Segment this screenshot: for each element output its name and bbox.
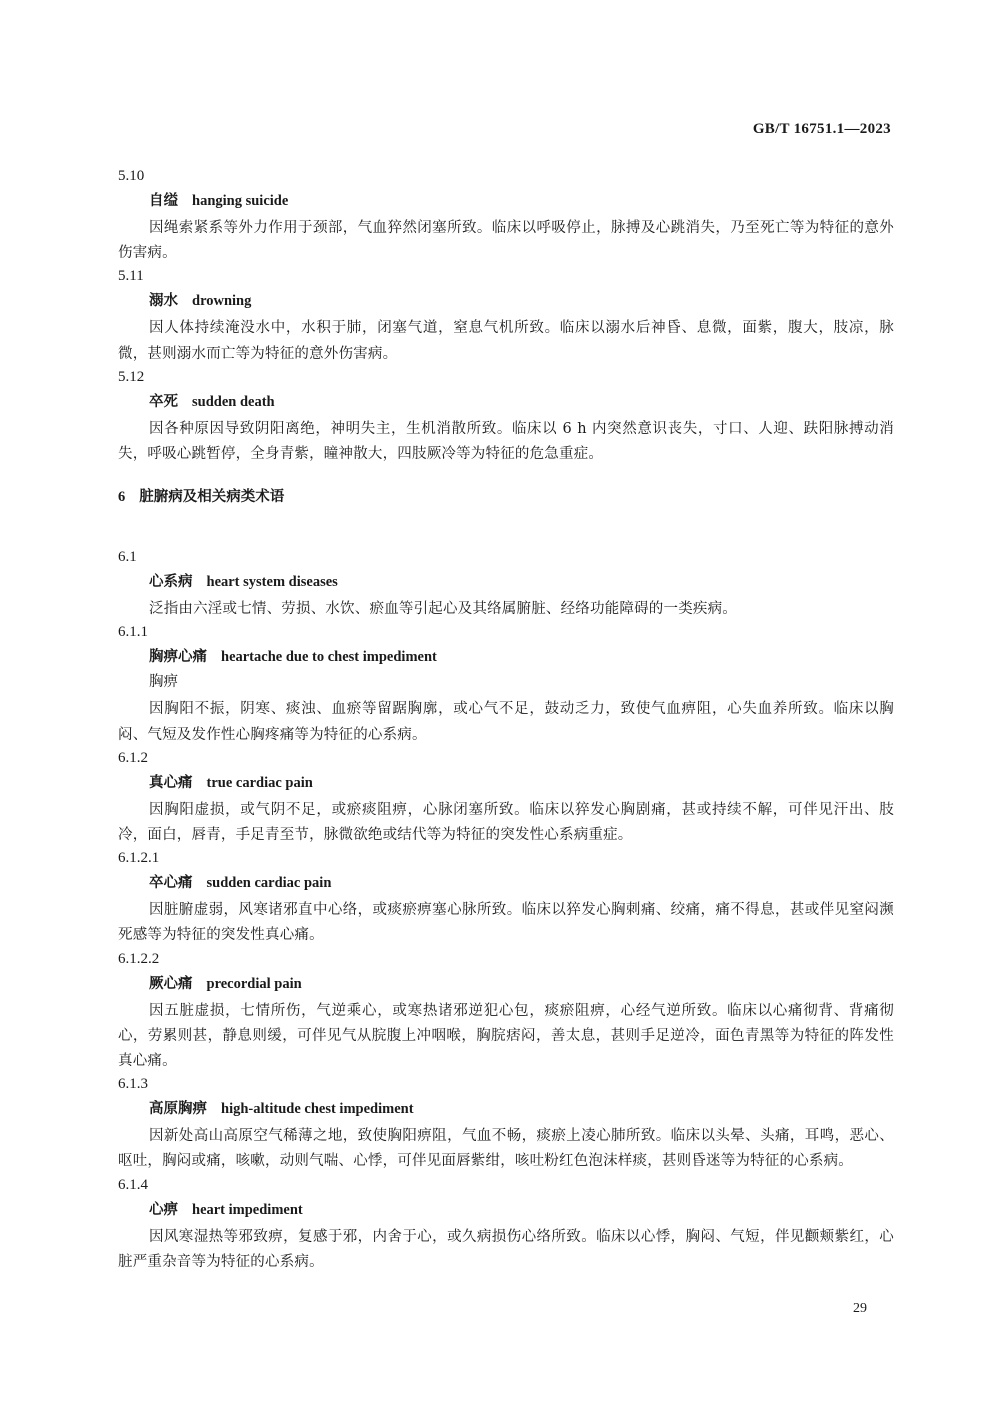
term-definition: 因五脏虚损，七情所伤，气逆乘心，或寒热诸邪逆犯心包，痰瘀阻痹，心经气逆所致。临床以心痛彻背、背痛彻心，劳累则甚，静息则缓，可伴见气从脘腹上冲咽喉，胸脘痞闷，善太息，甚则手足逆冷，面色青黑等为特征的阵发性真心痛。 (118, 1002, 894, 1070)
entry-number: 5.10 (118, 168, 145, 184)
term-definition: 因各种原因导致阴阳离绝，神明失主，生机消散所致。临床以 6 h 内突然意识丧失，寸口、人迎、趺阳脉搏动消失，呼吸心跳暂停，全身青紫，瞳神散大，四肢厥冷等为特征的危急重症。 (118, 420, 894, 463)
term-chinese: 心系病 (149, 573, 193, 591)
term-heading (118, 572, 894, 597)
entry-number: 6.1 (118, 549, 137, 566)
term-entry (118, 1175, 894, 1275)
entry-number: 5.11 (118, 268, 144, 285)
term-english: sudden death (192, 393, 275, 410)
term-entry (118, 748, 894, 848)
term-synonym: 胸痹 (149, 674, 178, 691)
section-number: 6 (118, 489, 126, 506)
term-definition: 因胸阳虚损，或气阴不足，或瘀痰阻痹，心脉闭塞所致。临床以猝发心胸剧痛，甚或持续不解，可伴见汗出、肢冷，面白，唇青，手足青至节，脉微欲绝或结代等为特征的突发性心系病重症。 (118, 801, 894, 844)
term-english: precordial pain (206, 975, 302, 992)
standard-number: GB/T 16751.1—2023 (752, 121, 891, 137)
term-english: true cardiac pain (206, 774, 313, 791)
term-entry (118, 622, 894, 747)
term-english: heart impediment (192, 1201, 303, 1218)
entries-group-5 (118, 166, 894, 467)
term-entry (118, 547, 894, 622)
term-english: hanging suicide (192, 193, 289, 209)
term-definition: 泛指由六淫或七情、劳损、水饮、瘀血等引起心及其络属腑脏、经络功能障碍的一类疾病。 (149, 601, 737, 618)
term-chinese: 胸痹心痛 (149, 648, 207, 666)
term-heading (118, 873, 894, 898)
term-heading (118, 773, 894, 798)
entry-number: 6.1.2.1 (118, 850, 160, 867)
entry-number: 6.1.2.2 (118, 950, 160, 967)
term-heading (118, 1099, 894, 1124)
term-english: high-altitude chest impediment (221, 1101, 414, 1118)
term-english: drowning (192, 293, 252, 310)
term-definition: 因绳索紧系等外力作用于颈部，气血猝然闭塞所致。临床以呼吸停止，脉搏及心跳消失，乃至死亡等为特征的意外伤害病。 (118, 220, 894, 262)
entry-number: 6.1.2 (118, 749, 148, 766)
term-definition: 因风寒湿热等邪致痹，复感于邪，内舍于心，或久病损伤心络所致。临床以心悸，胸闷、气短，伴见颧颊紫红，心脏严重杂音等为特征的心系病。 (118, 1228, 894, 1270)
term-heading (118, 974, 894, 999)
term-entry (118, 1074, 894, 1174)
term-chinese: 真心痛 (149, 773, 193, 791)
term-entry (118, 266, 894, 366)
entry-number: 6.1.3 (118, 1076, 148, 1093)
term-heading (118, 647, 894, 672)
term-english: heart system diseases (206, 574, 338, 591)
term-definition: 因胸阳不振，阴寒、痰浊、血瘀等留踞胸廓，或心气不足，鼓动乏力，致使气血痹阻，心失血养所致。临床以胸闷、气短及发作性心胸疼痛等为特征的心系病。 (118, 701, 894, 743)
term-heading (118, 392, 894, 417)
entry-number: 6.1.4 (118, 1176, 148, 1193)
term-entry (118, 949, 894, 1075)
term-heading (118, 291, 894, 316)
term-chinese: 卒心痛 (149, 874, 193, 892)
entry-number: 5.12 (118, 368, 145, 385)
term-chinese: 厥心痛 (149, 974, 193, 992)
entry-number: 6.1.1 (118, 624, 148, 641)
page-number: 29 (853, 1301, 867, 1316)
term-definition: 因新处高山高原空气稀薄之地，致使胸阳痹阻，气血不畅，痰瘀上凌心肺所致。临床以头晕、头痛，耳鸣，恶心、呕吐，胸闷或痛，咳嗽，动则气喘、心悸，可伴见面唇紫绀，咳吐粉红色泡沫样痰，甚则昏迷等为特征的心系病。 (118, 1128, 894, 1170)
page-content (118, 166, 894, 1275)
term-english: heartache due to chest impediment (221, 649, 437, 666)
term-chinese: 溺水 (149, 292, 178, 310)
term-entry (118, 367, 894, 467)
term-definition: 因人体持续淹没水中，水积于肺，闭塞气道，窒息气机所致。临床以溺水后神昏、息微，面紫，腹大，肢凉，脉微，甚则溺水而亡等为特征的意外伤害病。 (118, 320, 894, 362)
term-chinese: 自缢 (149, 192, 178, 209)
section-title: 脏腑病及相关病类术语 (139, 488, 285, 506)
term-chinese: 心痹 (149, 1200, 178, 1218)
term-chinese: 卒死 (149, 392, 178, 410)
term-chinese: 高原胸痹 (149, 1100, 207, 1118)
entries-group-6 (118, 547, 894, 1275)
term-heading (118, 1200, 894, 1225)
section-heading (118, 487, 894, 507)
term-entry (118, 166, 894, 266)
term-heading (118, 191, 894, 216)
term-english: sudden cardiac pain (206, 875, 332, 892)
term-definition: 因脏腑虚弱，风寒诸邪直中心络，或痰瘀痹塞心脉所致。临床以猝发心胸刺痛、绞痛，痛不得息，甚或伴见窒闷濒死感等为特征的突发性真心痛。 (118, 902, 894, 944)
term-entry (118, 848, 894, 948)
